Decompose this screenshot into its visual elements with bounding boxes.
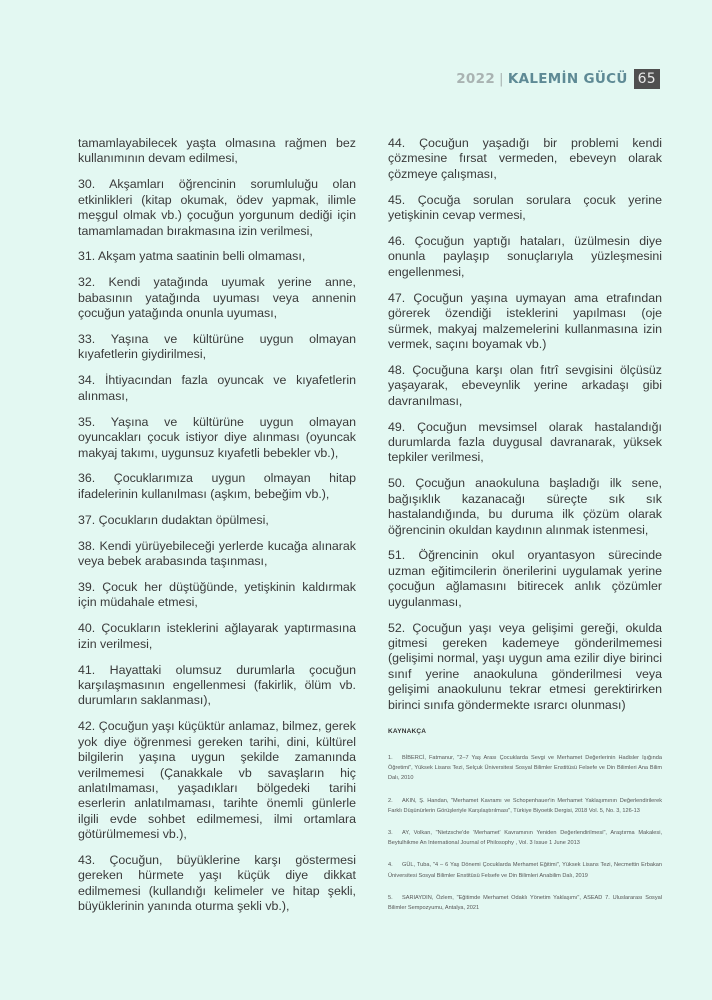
reference-text: GÜL, Tuba, "4 – 6 Yaş Dönemi Çocuklarda Merhamet Eğitimi", Yüksek Lisans Tezi, Necmettin Erbakan Üniversitesi Sosyal Bilimler Enstitüsü Felsefe ve Din Bilimleri Anabilim Dalı, 2019 — [388, 862, 662, 879]
list-item: 42. Çocuğun yaşı küçüktür anlamaz, bilmez, gerek yok diye öğrenmesi gereken tarihi, dini, kültürel bilgilerin yaşına uygun şekilde zamanında verilmemesi (Çanakkale vb savaşların hiç anlatılmaması, yaşadıkları bölgedeki tarihi eserlerin anlatılmaması, tarihte önemli günlerle ilgili evde sohbet edilmemesi, ilmi ortamlara götürülmemesi vb.), — [78, 719, 356, 842]
reference-item — [388, 828, 662, 848]
list-item: 45. Çocuğa sorulan sorulara çocuk yerine yetişkinin cevap vermesi, — [388, 192, 662, 223]
running-header — [456, 69, 660, 89]
list-item: 37. Çocukların dudaktan öpülmesi, — [78, 512, 269, 527]
list-item: 30. Akşamları öğrencinin sorumluluğu olan etkinlikleri (kitap okumak, ödev yapmak, ilimle meşgul olmak vb.) çocuğun yorgunum dediği için tamamlamadan bırakmasına izin verilmesi, — [78, 177, 356, 238]
list-item: 35. Yaşına ve kültürüne uygun olmayan oyuncakları çocuk istiyor diye alınması (oyuncak makyaj takımı, uygunsuz kıyafetli bebekler vb.), — [78, 414, 356, 460]
list-item: tamamlayabilecek yaşta olmasına rağmen bez kullanımının devam edilmesi, — [78, 136, 356, 166]
references-heading: KAYNAKÇA — [388, 727, 427, 735]
reference-item — [388, 796, 662, 816]
left-column — [78, 136, 356, 925]
list-item: 39. Çocuk her düştüğünde, yetişkinin kaldırmak için müdahale etmesi, — [78, 579, 356, 610]
header-title: KALEMİN GÜCÜ — [507, 71, 628, 87]
list-item: 34. İhtiyacından fazla oyuncak ve kıyafetlerin alınması, — [78, 373, 356, 403]
list-item: 32. Kendi yatağında uyumak yerine anne, babasının yatağında uyuması veya annenin çocuğun yatağında onunla uyuması, — [78, 275, 356, 321]
list-item: 52. Çocuğun yaşı veya gelişimi gereği, okulda gitmesi gereken kademeye gönderilmemesi (gelişimi normal, yaşı uygun ama ezilir diye birinci sınıf yerine anaokuluna gönderilmesi veya gelişimi anaokulunu tekrar etmesi gerektirirken birinci sınıfa göndermekte ısrarcı olunması) — [388, 620, 662, 712]
list-item: 46. Çocuğun yaptığı hataları, üzülmesin diye onunla paylaşıp sonuçlarıyla yüzleşmesini engellenmesi, — [388, 234, 662, 279]
reference-number: 5. — [388, 894, 393, 901]
reference-item — [388, 753, 662, 784]
list-item: 33. Yaşına ve kültürüne uygun olmayan kıyafetlerin giydirilmesi, — [78, 332, 356, 362]
page-number: 65 — [634, 69, 660, 89]
reference-number: 2. — [388, 797, 393, 804]
reference-text: SARIAYDIN, Özlem, "Eğitimde Merhamet Odaklı Yönetim Yaklaşımı", ASEAD 7. Uluslararası Sosyal Bilimler Sempozyumu, Antalya, 2021 — [388, 894, 662, 911]
list-item: 38. Kendi yürüyebileceği yerlerde kucağa alınarak veya bebek arabasında taşınması, — [78, 538, 356, 569]
header-separator: | — [499, 71, 504, 87]
list-item: 31. Akşam yatma saatinin belli olmaması, — [78, 249, 306, 264]
reference-item — [388, 860, 662, 880]
list-item: 49. Çocuğun mevsimsel olarak hastalandığı durumlarda fazla duygusal davranarak, yüksek tepkiler verilmesi, — [388, 419, 662, 465]
reference-number: 1. — [388, 754, 393, 761]
right-column — [388, 136, 662, 925]
header-year: 2022 — [456, 71, 496, 87]
list-item: 51. Öğrencinin okul oryantasyon sürecinde uzman eğitimcilerin önerilerini uygulamak yerine çocuğun ağlamasını bitirecek anlık çözümler uygulanması, — [388, 548, 662, 609]
list-item: 44. Çocuğun yaşadığı bir problemi kendi çözmesine fırsat vermeden, ebeveyn olarak çözmeye çalışması, — [388, 136, 662, 181]
list-item: 48. Çocuğuna karşı olan fıtrî sevgisini ölçüsüz yaşayarak, ebeveynlik yerine arkadaşı gibi davranılması, — [388, 362, 662, 408]
reference-text: AY, Volkan, "Nietzsche'de 'Merhamet' Kavramının Yeniden Değerlendirilmesi", Araştırma Makalesi, Beytulhikme An International Journal of Philosophy , Vol. 3 Issue 1 June 2013 — [388, 829, 662, 847]
reference-text: AKIN, Ş. Handan, "Merhamet Kavramı ve Schopenhauer'in Merhamet Yaklaşımının Değerlendirilerek Farklı Düşünürlerin Görüşleriyle Karşılaştırılması", Türkiye Biyoetik Dergisi, 2018 Vol. 5, No. 3, 126-13 — [388, 797, 662, 814]
reference-number: 4. — [388, 862, 393, 869]
list-item: 43. Çocuğun, büyüklerine karşı göstermesi gereken hürmete yaşı küçük diye dikkat edilmemesi (kullandığı kelimeler ve hitap şekli, büyüklerinin yanında oturma şekli vb.), — [78, 853, 356, 914]
list-item: 36. Çocuklarımıza uygun olmayan hitap ifadelerinin kullanılması (aşkım, bebeğim vb.), — [78, 471, 356, 501]
list-item: 47. Çocuğun yaşına uymayan ama etrafından görerek özendiği isteklerini yapılması (oje sürmek, makyaj malzemelerini kullanmasına izin vermek, saçını boyamak vb.) — [388, 290, 662, 351]
reference-text: BİBERCİ, Fatmanur, "2–7 Yaş Arası Çocuklarda Sevgi ve Merhamet Değerlerinin Hadisler Işığında Öğretimi", Yüksek Lisans Tezi, Selçuk Üniversitesi Sosyal Bilimler Enstitüsü Felsefe ve Din Bilimleri Ana Bilim Dalı, 2010 — [388, 754, 662, 782]
reference-number: 3. — [388, 829, 393, 836]
list-item: 41. Hayattaki olumsuz durumlarla çocuğun karşılaşmasının engellenmesi (fakirlik, ölüm vb. durumların saklanması), — [78, 662, 356, 708]
reference-item — [388, 893, 662, 913]
list-item: 40. Çocukların isteklerini ağlayarak yaptırmasına izin verilmesi, — [78, 621, 356, 651]
list-item: 50. Çocuğun anaokuluna başladığı ilk sene, bağışıklık kazanacağı süreçte sık sık hastalandığında, bu duruma ilk çözüm olarak öğrencinin okuldan kaydının alınmak istenmesi, — [388, 476, 662, 537]
